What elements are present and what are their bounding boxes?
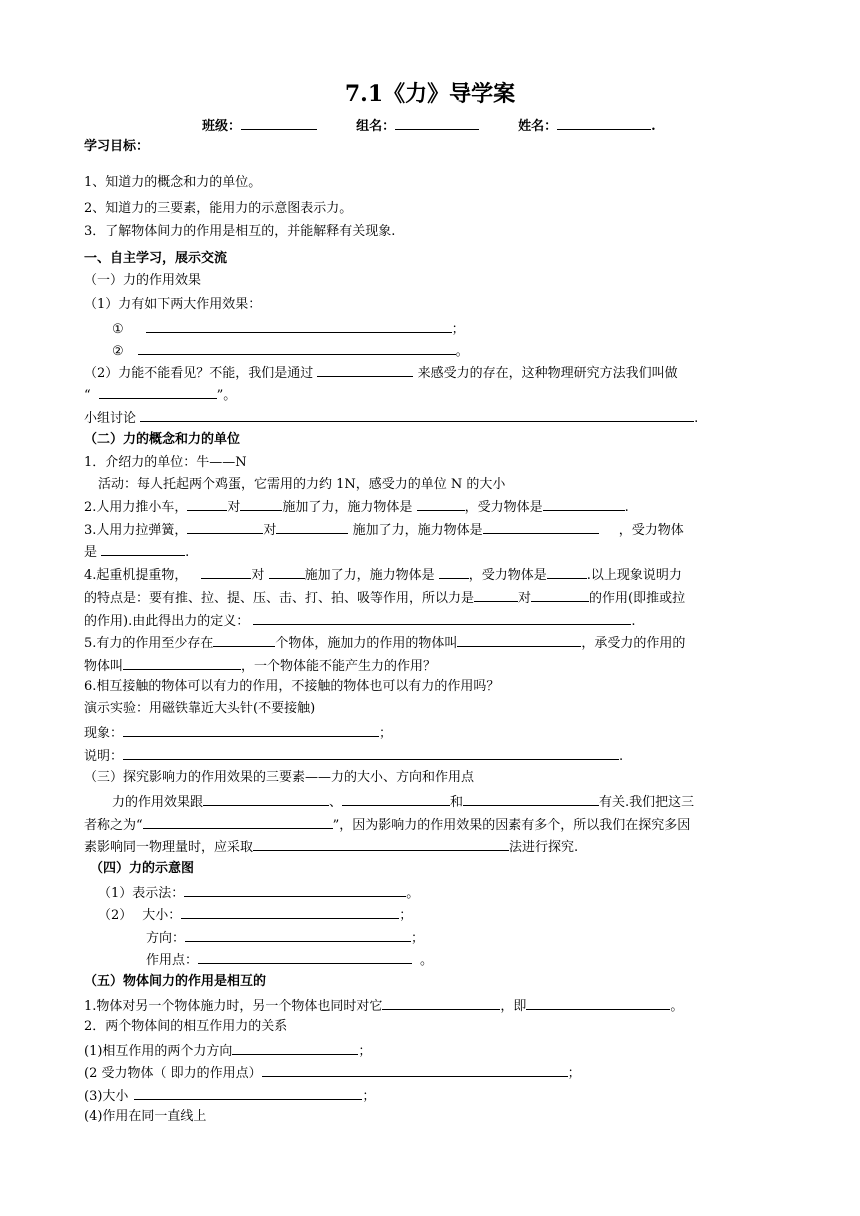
text-line: 6.相互接触的物体可以有力的作用，不接触的物体也可以有力的作用吗？	[84, 679, 500, 694]
subsection-heading: （五）物体间力的作用是相互的	[84, 974, 267, 989]
answer-blank[interactable]	[547, 566, 587, 579]
answer-blank[interactable]	[483, 521, 599, 534]
question-line: 1.物体对另一个物体施力时，另一个物体也同时对它 ，即 。	[84, 999, 684, 1014]
question-line: 3.人用力拉弹簧， 对 施加了力，施力物体是 ，受力物体	[84, 523, 684, 538]
answer-blank[interactable]	[474, 589, 518, 602]
answer-blank[interactable]	[253, 612, 631, 625]
answer-blank[interactable]	[185, 929, 411, 942]
answer-blank[interactable]	[262, 1064, 568, 1077]
answer-blank[interactable]	[240, 498, 282, 511]
answer-blank[interactable]	[213, 634, 275, 647]
page-title: 7.1《力》导学案	[344, 81, 516, 107]
answer-blank[interactable]	[187, 498, 227, 511]
answer-blank[interactable]	[143, 816, 333, 829]
question-line: (2 受力物体（ 即力的作用点） ；	[84, 1066, 581, 1081]
subsection-heading: （四）力的示意图	[90, 861, 195, 876]
answer-blank[interactable]	[146, 320, 452, 333]
text-line: 2．两个物体间的相互作用力的关系	[84, 1019, 288, 1034]
question-line: 2.人用力推小车， 对 施加了力，施力物体是 ，受力物体是 .	[84, 500, 629, 515]
answer-blank[interactable]	[140, 409, 694, 422]
question-line: 方向： ；	[146, 931, 425, 946]
group-label: 组名：	[356, 119, 396, 134]
question-line: “ ”。	[84, 388, 237, 403]
objective-item: 1、知道力的概念和力的单位。	[84, 175, 262, 190]
question-line: 现象： ；	[84, 726, 393, 741]
answer-blank[interactable]	[269, 566, 305, 579]
question-line: （1）表示法： 。	[98, 886, 420, 901]
answer-blank[interactable]	[203, 793, 329, 806]
group-field[interactable]	[395, 117, 479, 130]
answer-blank[interactable]	[99, 386, 217, 399]
answer-blank[interactable]	[123, 724, 379, 737]
answer-blank[interactable]	[253, 838, 509, 851]
answer-blank[interactable]	[181, 906, 399, 919]
answer-blank[interactable]	[187, 521, 263, 534]
objective-item: 2、知道力的三要素，能用力的示意图表示力。	[84, 201, 353, 216]
answer-blank[interactable]	[417, 498, 465, 511]
answer-blank[interactable]	[138, 342, 456, 355]
answer-blank[interactable]	[543, 498, 625, 511]
question-line: 力的作用效果跟 、 和 有关.我们把这三	[112, 795, 695, 810]
answer-line: ② 。	[112, 344, 469, 359]
answer-blank[interactable]	[123, 747, 619, 760]
answer-blank[interactable]	[201, 566, 251, 579]
question-line: 5.有力的作用至少存在 个物体，施加力的作用的物体叫 ，承受力的作用的	[84, 636, 686, 651]
question-line: (1)相互作用的两个力方向 ；	[84, 1044, 372, 1059]
subsection-heading: （二）力的概念和力的单位	[84, 432, 241, 447]
text-line: 1．介绍力的单位：牛——N	[84, 455, 247, 470]
answer-blank[interactable]	[134, 1087, 362, 1100]
question-line: 素影响同一物理量时，应采取 法进行探究.	[84, 840, 579, 855]
objective-item: 3．了解物体间力的作用是相互的，并能解释有关现象.	[84, 224, 396, 239]
answer-blank[interactable]	[184, 884, 406, 897]
answer-blank[interactable]	[457, 634, 581, 647]
answer-blank[interactable]	[123, 657, 241, 670]
answer-blank[interactable]	[526, 997, 670, 1010]
text-line: 活动：每人托起两个鸡蛋，它需用的力约 1N，感受力的单位 N 的大小	[98, 477, 506, 492]
class-field[interactable]	[241, 117, 317, 130]
answer-blank[interactable]	[232, 1042, 358, 1055]
discussion-line: 小组讨论 .	[84, 411, 699, 426]
question-line: 4.起重机提重物， 对 施加了力，施力物体是 ，受力物体是 .以上现象说明力	[84, 568, 682, 583]
objectives-heading: 学习目标：	[84, 139, 150, 154]
question-line: 的特点是：要有推、拉、提、压、击、打、拍、吸等作用，所以力是 对 的作用(即推或拉	[84, 591, 686, 606]
name-label: 姓名：	[518, 119, 558, 134]
name-field[interactable]	[557, 117, 651, 130]
question-line: （2） 大小： ；	[98, 908, 413, 923]
question-line: 说明： .	[84, 749, 624, 764]
answer-blank[interactable]	[101, 543, 185, 556]
subsection-heading: （一）力的作用效果	[84, 273, 202, 288]
question-line: 者称之为“ ”，因为影响力的作用效果的因素有多个，所以我们在探究多因	[84, 818, 691, 833]
subsection-heading: （三）探究影响力的作用效果的三要素——力的大小、方向和作用点	[84, 770, 475, 785]
answer-blank[interactable]	[531, 589, 589, 602]
answer-blank[interactable]	[382, 997, 500, 1010]
question-line: (3)大小 ；	[84, 1089, 376, 1104]
answer-blank[interactable]	[276, 521, 348, 534]
question-line: 是 .	[84, 545, 190, 560]
question-line: 物体叫 ，一个物体能不能产生力的作用？	[84, 659, 437, 674]
question-line: 的作用).由此得出力的定义： .	[84, 614, 636, 629]
text-line: 演示实验：用磁铁靠近大头针(不要接触)	[84, 701, 316, 716]
answer-line: ① ；	[112, 322, 465, 337]
answer-blank[interactable]	[439, 566, 469, 579]
class-label: 班级：	[202, 119, 242, 134]
text-line: (4)作用在同一直线上	[84, 1109, 207, 1124]
student-info-line: 班级： 组名： 姓名： .	[202, 119, 656, 134]
answer-blank[interactable]	[317, 364, 413, 377]
question-line: 作用点： 。	[146, 953, 434, 968]
section-heading: 一、自主学习，展示交流	[84, 251, 228, 266]
answer-blank[interactable]	[342, 793, 450, 806]
answer-blank[interactable]	[463, 793, 599, 806]
question-line: （2）力能不能看见？不能，我们是通过 来感受力的存在，这种物理研究方法我们叫做	[84, 366, 678, 381]
answer-blank[interactable]	[198, 951, 412, 964]
question-line: （1）力有如下两大作用效果：	[84, 297, 262, 312]
